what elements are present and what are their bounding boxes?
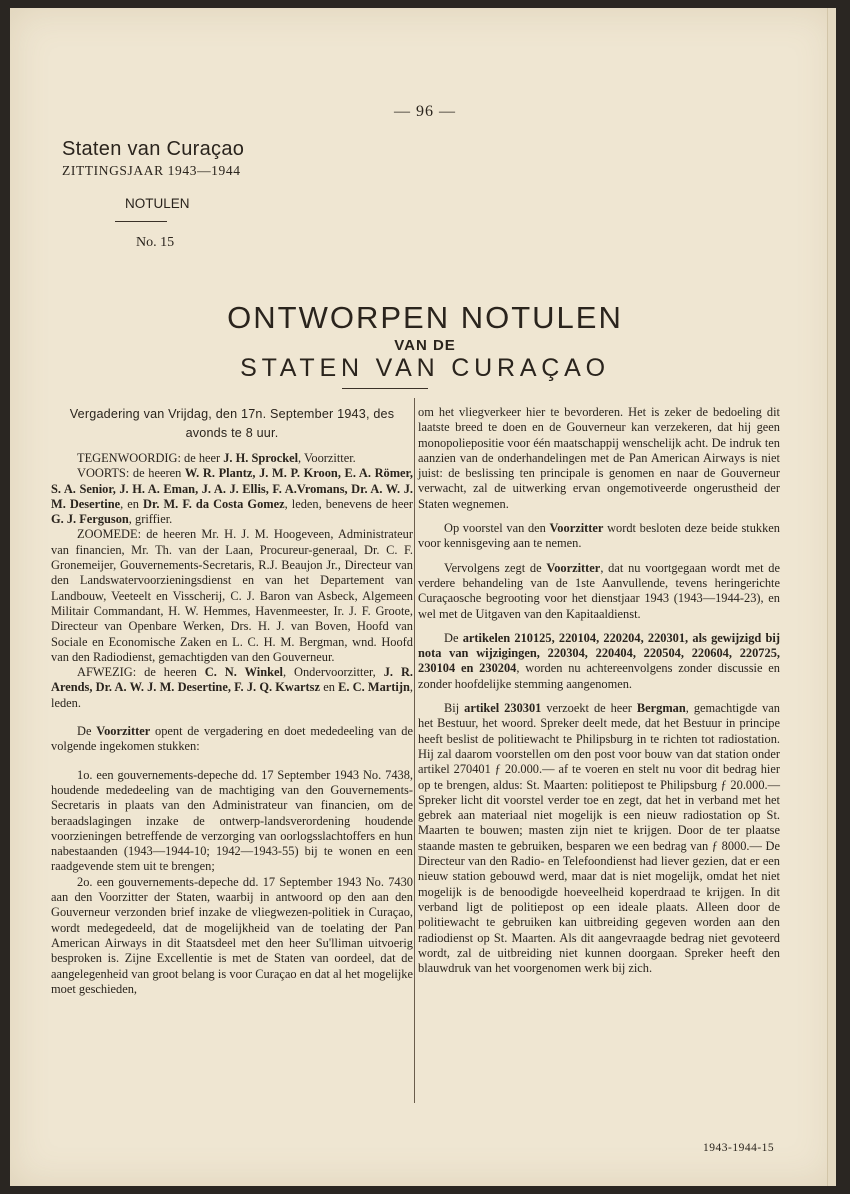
item-2: 2o. een gouvernements-depeche dd. 17 September 1943 No. 7430 aan den Voorzitter der Staten, waarbij in antwoord op den aan den Gouverneur verzonden brief inzake de vliegwezen-politiek in Curaçao, wordt medegedeeld, dat de mogelijkheid van de toelating der Pan American Airways in dit Staatsdeel met den heer Su'lliman uitvoerig besproken is. Zijne Excellentie is met de Staten van oordeel, dat de aangelegenheid van groot belang is voor Curaçao en dat al het mogelijke moet geschieden,	[51, 874, 413, 996]
voorts-paragraph: VOORTS: de heeren W. R. Plantz, J. M. P. Kroon, E. A. Römer, S. A. Senior, J. H. A. Eman, J. A. J. Ellis, F. A.Vromans, Dr. A. W. J. M. Desertine, en Dr. M. F. da Costa Gomez, leden, benevens de heer G. J. Ferguson, griffier.	[51, 466, 413, 527]
right-paragraph-4: De artikelen 210125, 220104, 220204, 220301, als gewijzigd bij nota van wijzigingen, 220304, 220404, 220504, 220604, 220725, 230104 en 230204, worden nu achtereenvolgens zonder discussie en zonder hoofdelijke stemming aangenomen.	[418, 630, 780, 691]
right-paragraph-3: Vervolgens zegt de Voorzitter, dat nu voortgegaan wordt met de verdere behandeling van de 1ste Aanvullende, tevens heringerichte Curaçaosche begrooting voor het dienstjaar 1943 (1943—1944-23), en wel met de Uitgaven van den Kapitaaldienst.	[418, 560, 780, 621]
title-van-de: VAN DE	[394, 337, 456, 354]
right-paragraph-5: Bij artikel 230301 verzoekt de heer Bergman, gemachtigde van het Bestuur, het woord. Spreker deelt mede, dat het Bestuur in principe heeft beslist de politiewacht te Philipsburg in te richten tot radiostation. Hij zal daarom voorstellen om den post voor bouw van dat station onder artikel 270401 ƒ 20.000.— af te voeren en stelt nu voor dit bedrag hier op te brengen, aldus: St. Maarten: politiepost te Philipsburg ƒ 20.000.— Spreker licht dit voorstel verder toe en zegt, dat het in verband met het gebrek aan materiaal niet mogelijk is een nieuw radiostation op St. Maarten te bouwen; masten zijn niet te krijgen. Door de ter plaatse staande masten te gebruiken, besparen we een bedrag van ƒ 8000.— De Directeur van den Radio- en Telefoondienst had liever gezien, dat er een nieuw station gebouwd werd, maar dat is niet mogelijk, omdat het niet mogelijk is de benoodigde hoeveelheid koperdraad te krijgen. In dit verband ligt de politiepost op een ideale plaats. Alleen door de politiewacht te gebruiken kan uitbreiding gegeven worden aan den radiodienst op St. Maarten. Als dit aangevraagde bedrag niet gevoteerd wordt, zal de uitbreiding niet kunnen doorgaan. Spreker heeft den blauwdruk van het voorgenomen werk bij zich.	[418, 701, 780, 976]
masthead	[62, 138, 245, 250]
page-number: — 96 —	[394, 103, 456, 120]
left-column	[51, 405, 413, 997]
paper-edge	[827, 8, 836, 1186]
footer-reference: 1943-1944-15	[703, 1142, 775, 1154]
item-1: 1o. een gouvernements-depeche dd. 17 September 1943 No. 7438, houdende mededeeling van de machtiging van den Gouvernements-Secretaris in plaats van den Administrateur van financien, om de beraadslagingen inzake de ontwerp-landsverordening houdende voorzieningen betreffende de verzorging van oorlogsslachtoffers en hun nabestaanden (1943—1944-10; 1942—1943-55) bij te wonen en een raadgevende stem uit te brengen;	[51, 767, 413, 874]
afwezig-paragraph: AFWEZIG: de heeren C. N. Winkel, Ondervoorzitter, J. R. Arends, Dr. A. W. J. M. Desertine, F. J. Q. Kwartsz en E. C. Martijn, leden.	[51, 665, 414, 710]
title-rule	[342, 388, 428, 389]
masthead-number: No. 15	[136, 235, 175, 250]
masthead-org: Staten van Curaçao	[62, 138, 245, 160]
present-paragraph: TEGENWOORDIG: de heer J. H. Sprockel, Voorzitter.	[77, 451, 356, 465]
zoomede-paragraph: ZOOMEDE: de heeren Mr. H. J. M. Hoogeveen, Administrateur van financien, Mr. Th. van der Laan, Procureur-generaal, Dr. C. F. Gronemeijer, Gouvernements-Secretaris, R.J. Beaujon Jr., Directeur van den Landswatervoorzieningsdienst en van het Departement van Landbouw, Veeteelt en Visscherij, C. J. Baron van Asbeck, Algemeen Militair Commandant, H. W. Hemmes, Havenmeester, Ir. J. F. Groote, Directeur van Openbare Werken, Drs. H. J. van Boven, Hoofd van Sociale en Economische Zaken en L. C. H. M. Bergman, wnd. Hoofd van den Radiodienst, gemachtigden van den Gouverneur.	[51, 527, 413, 664]
masthead-divider	[115, 221, 167, 222]
column-divider	[414, 398, 415, 1103]
masthead-session-year: ZITTINGSJAAR 1943—1944	[62, 163, 241, 178]
title-main: ONTWORPEN NOTULEN	[227, 300, 623, 335]
session-heading: Vergadering van Vrijdag, den 17n. September 1943, des avonds te 8 uur.	[69, 407, 395, 440]
opening-paragraph: De Voorzitter opent de vergadering en doet mededeeling van de volgende ingekomen stukken:	[51, 724, 413, 754]
right-paragraph-2: Op voorstel van den Voorzitter wordt besloten deze beide stukken voor kennisgeving aan te nemen.	[418, 521, 780, 551]
title-staten: STATEN VAN CURAÇAO	[240, 354, 610, 382]
masthead-type: NOTULEN	[125, 196, 190, 211]
right-column	[418, 405, 780, 976]
right-paragraph-1: om het vliegverkeer hier te bevorderen. Het is zeker de bedoeling dit laatste breed te doen en de Gouverneur kan verzekeren, dat hij geen monopoliepositie voor één maatschappij wenschelijk acht. De indruk ten aanzien van de onderhandelingen met de Pan American Airways is niet juist: de beslissing ten principale is genomen en naar de Gouverneur verwacht, zal de uitwerking ervan ongemotiveerde ongerustheid der Staten wegnemen.	[418, 405, 780, 511]
